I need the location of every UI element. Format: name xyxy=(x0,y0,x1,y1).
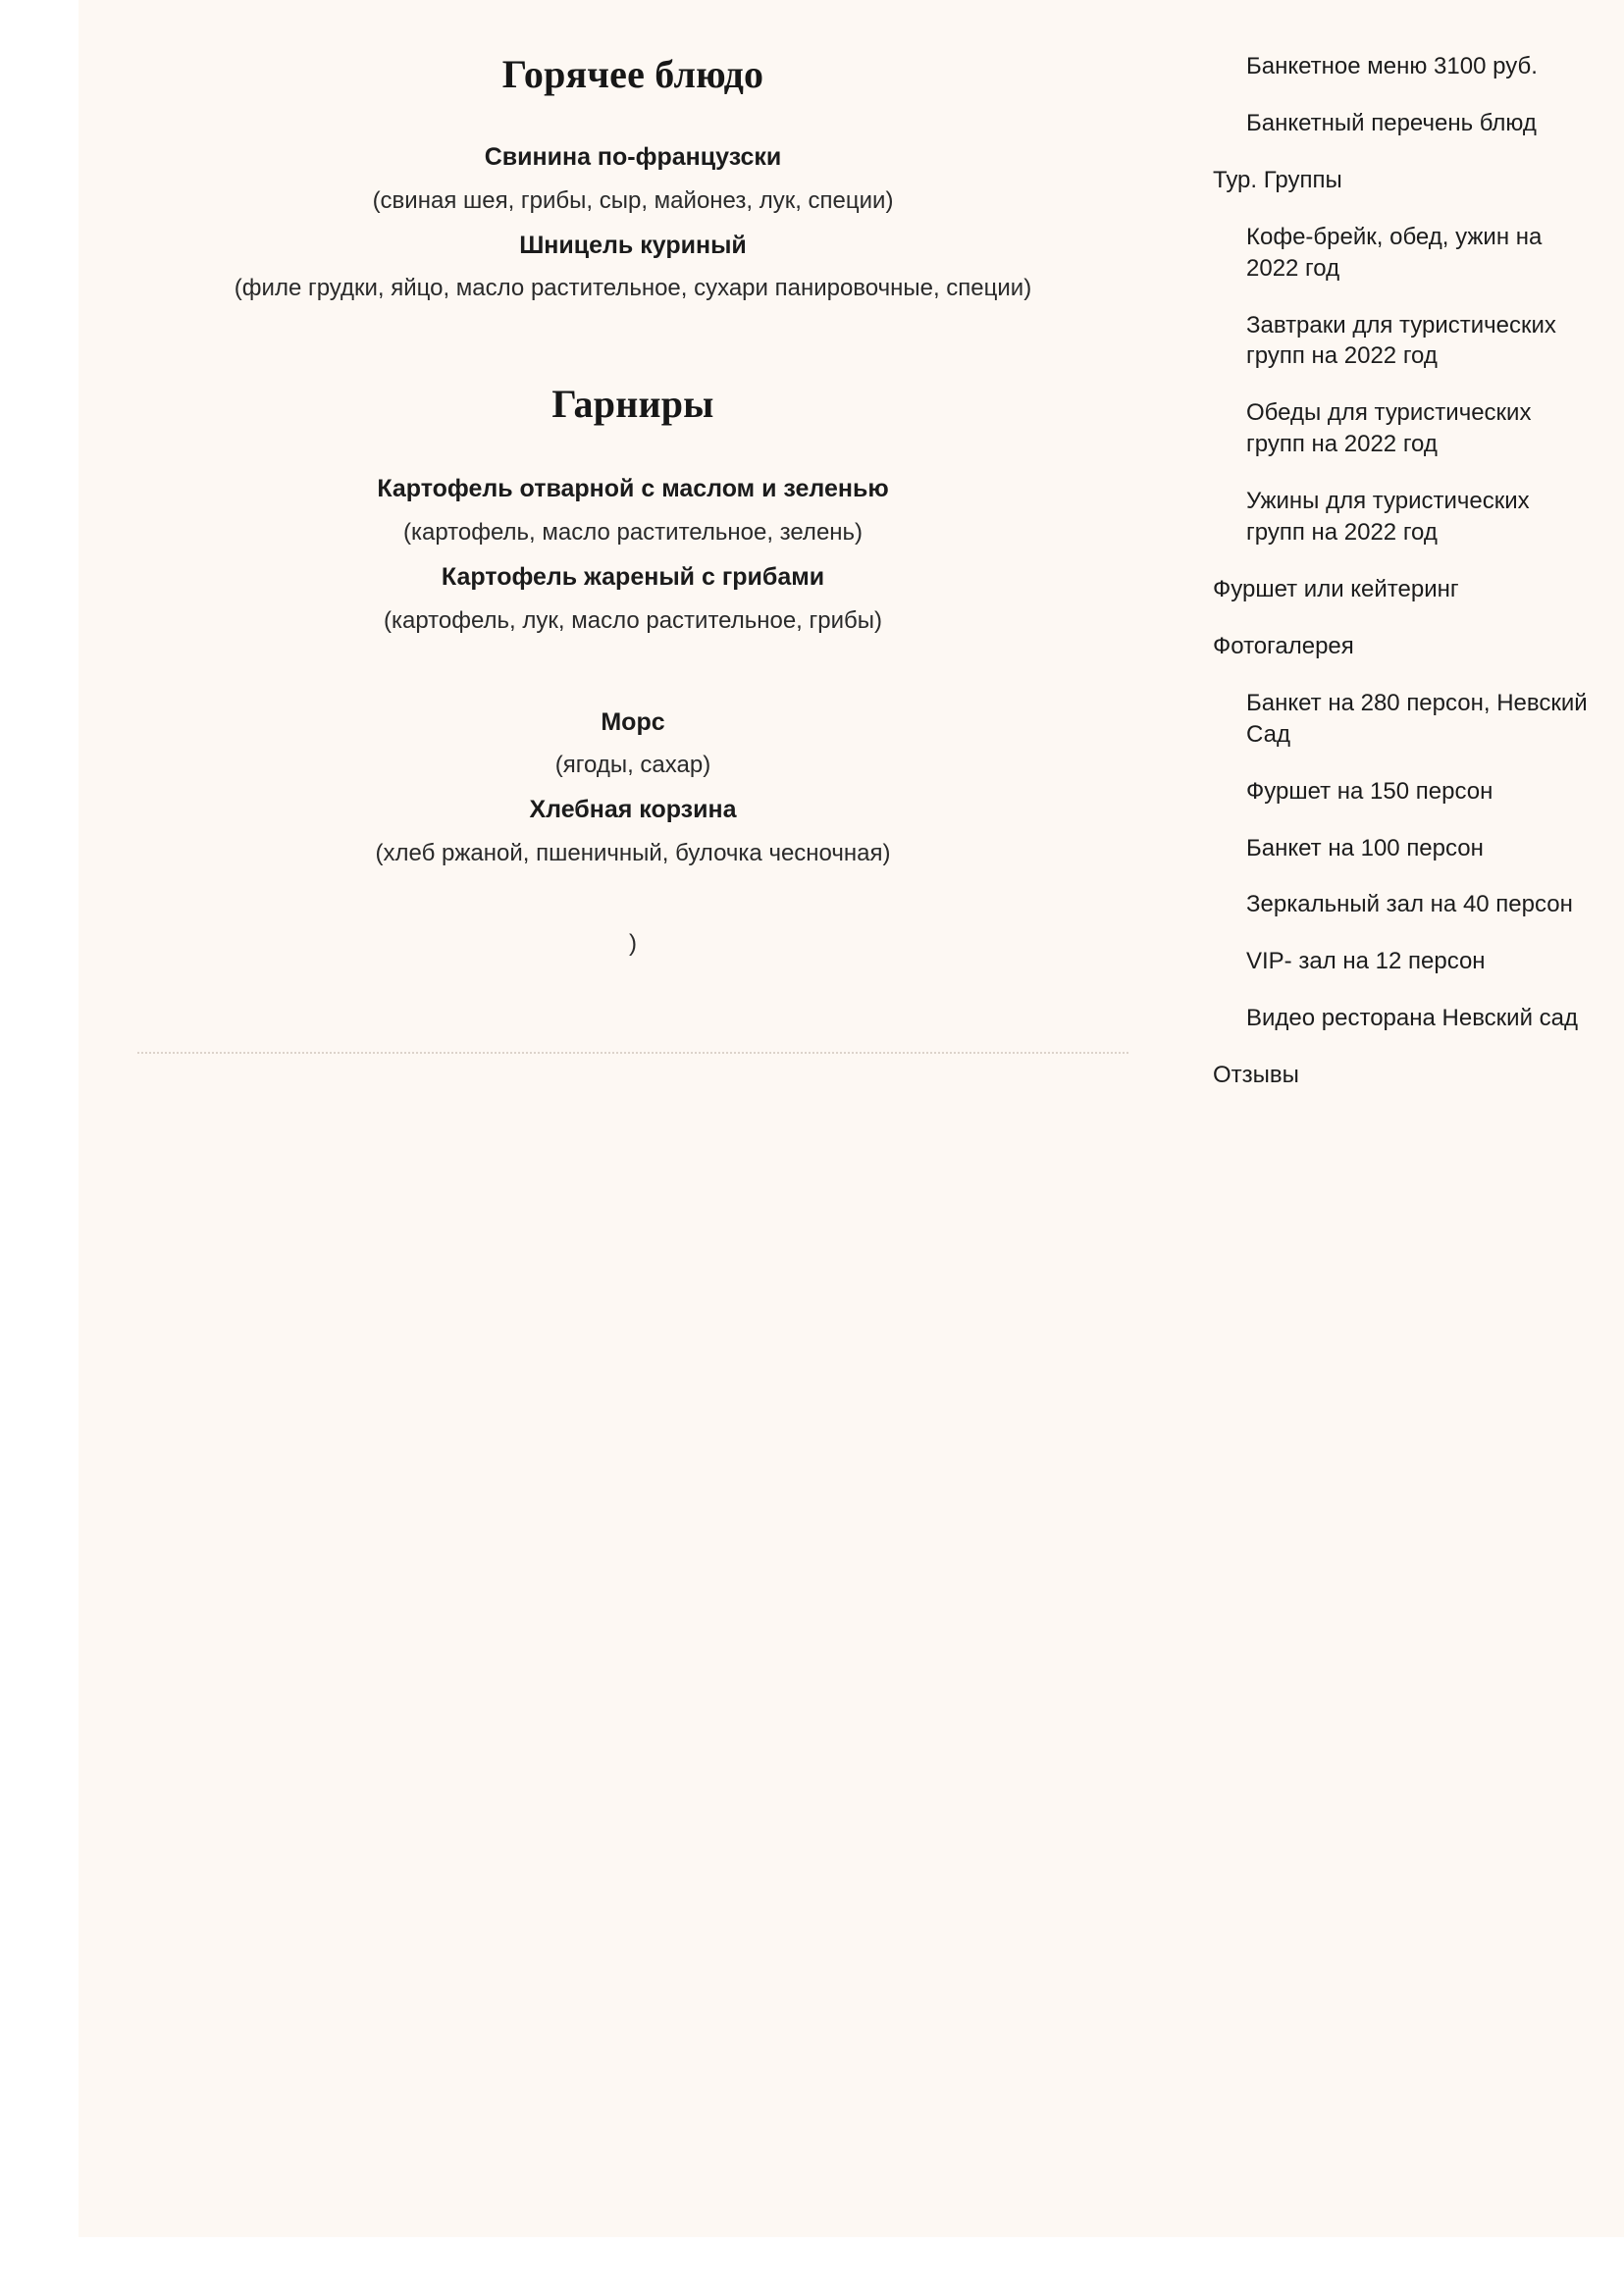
section-spacer xyxy=(137,647,1128,704)
sidebar-item-vip-hall-12[interactable]: VIP- зал на 12 персон xyxy=(1246,948,1486,975)
sidebar-item-buffet-150[interactable]: Фуршет на 150 персон xyxy=(1246,777,1493,805)
dish-name: Хлебная корзина xyxy=(529,796,737,824)
dish-name: Морс xyxy=(601,707,665,736)
sidebar-item-lunches-tour-groups-2022[interactable]: Обеды для туристических групп на 2022 год xyxy=(1246,399,1532,458)
dish-description: (свиная шея, грибы, сыр, майонез, лук, специи) xyxy=(372,186,894,214)
trailing-parenthesis: ) xyxy=(629,929,637,957)
sidebar-item-banquet-100[interactable]: Банкет на 100 персон xyxy=(1246,834,1484,861)
sidebar-item-banquet-dish-list[interactable]: Банкетный перечень блюд xyxy=(1246,109,1537,136)
dish-item xyxy=(137,791,1128,873)
dish-item xyxy=(137,558,1128,641)
dish-description: (картофель, лук, масло растительное, грибы) xyxy=(383,606,883,634)
dish-description: (ягоды, сахар) xyxy=(554,752,711,779)
dish-description: (хлеб ржаной, пшеничный, булочка чесночная) xyxy=(375,839,891,866)
dish-item xyxy=(137,227,1128,309)
dish-entry xyxy=(137,558,1128,641)
dish-entry xyxy=(137,470,1128,552)
dish-entry xyxy=(137,791,1128,873)
sidebar-item-coffee-break-lunch-dinner-2022[interactable]: Кофе-брейк, обед, ужин на 2022 год xyxy=(1246,223,1543,282)
sidebar-item-dinners-tour-groups-2022[interactable]: Ужины для туристических групп на 2022 год xyxy=(1246,488,1530,547)
dish-description: (филе грудки, яйцо, масло растительное, сухари панировочные, специи) xyxy=(234,275,1032,302)
sidebar-item-tour-groups[interactable]: Тур. Группы xyxy=(1213,166,1342,193)
sidebar-item-restaurant-video[interactable]: Видео ресторана Невский сад xyxy=(1246,1005,1579,1032)
sidebar-item-banquet-menu-3100[interactable]: Банкетное меню 3100 руб. xyxy=(1246,53,1538,79)
dish-item xyxy=(137,470,1128,552)
sidebar-item-banquet-280-nevsky-sad[interactable]: Банкет на 280 персон, Невский Сад xyxy=(1246,689,1588,748)
page-layout xyxy=(79,0,1624,2237)
sidebar-item-mirror-hall-40[interactable]: Зеркальный зал на 40 персон xyxy=(1246,891,1573,918)
sidebar-item-reviews[interactable]: Отзывы xyxy=(1213,1062,1299,1089)
content-divider xyxy=(137,1052,1128,1054)
menu-content xyxy=(79,0,1187,2237)
dish-name: Картофель отварной с маслом и зеленью xyxy=(377,475,889,503)
dish-item xyxy=(137,704,1128,786)
dish-description: (картофель, масло растительное, зелень) xyxy=(402,519,864,546)
sidebar-item-buffet-or-catering[interactable]: Фуршет или кейтеринг xyxy=(1213,575,1459,602)
sidebar-item-photo-gallery[interactable]: Фотогалерея xyxy=(1213,632,1354,659)
sidebar-navigation xyxy=(1187,0,1624,2237)
sidebar-item-breakfasts-tour-groups-2022[interactable]: Завтраки для туристических групп на 2022 год xyxy=(1246,311,1556,370)
page-title-hot-dishes: Горячее блюдо xyxy=(501,52,764,96)
page-title-side-dishes: Гарниры xyxy=(551,382,714,427)
dish-entry xyxy=(137,704,1128,786)
dish-item xyxy=(137,138,1128,221)
dish-name: Свинина по-французски xyxy=(484,143,782,171)
dish-name: Картофель жареный с грибами xyxy=(441,562,825,591)
dish-entry xyxy=(137,227,1128,309)
dish-entry xyxy=(137,138,1128,221)
page-canvas xyxy=(79,0,1624,2237)
dish-name: Шницель куриный xyxy=(519,231,747,259)
